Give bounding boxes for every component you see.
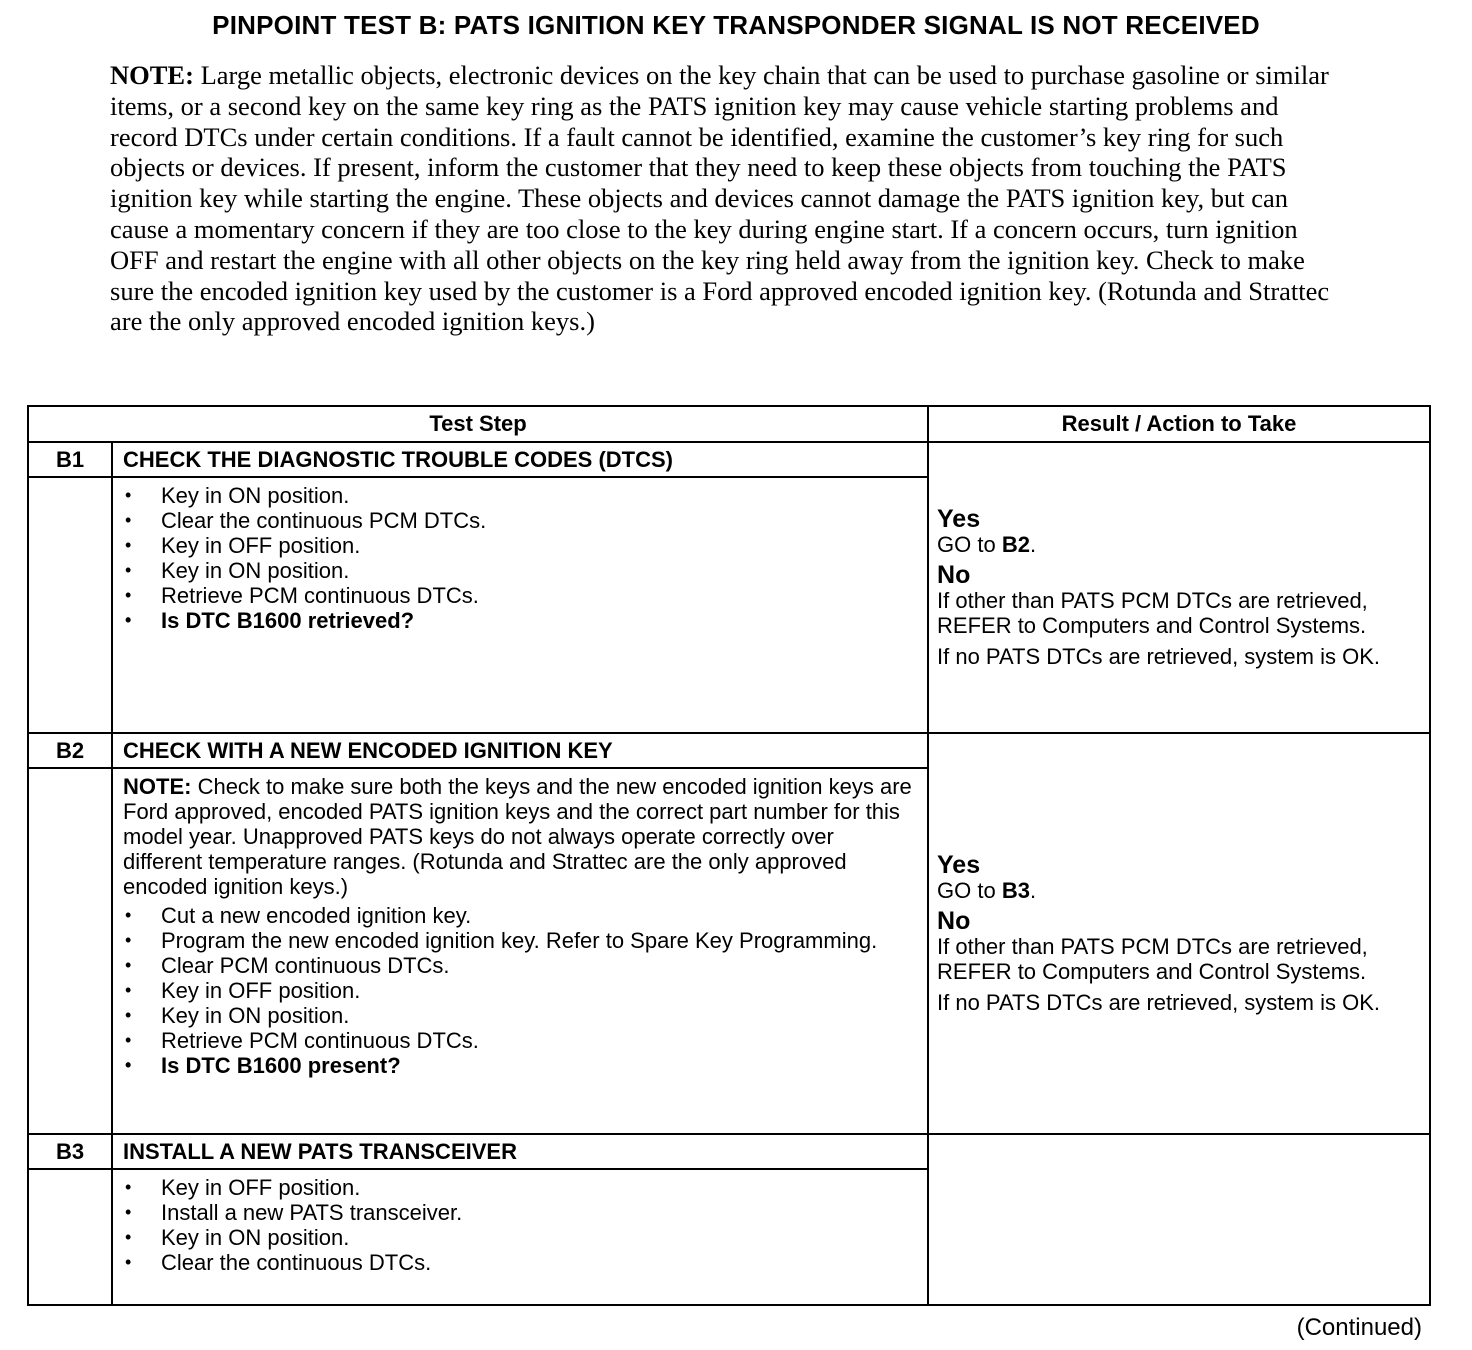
pinpoint-test-table [27,405,1431,1306]
step-b1-title-row [28,442,1430,477]
step-b1-bullets [123,483,917,633]
header-test-step: Test Step [28,406,928,442]
result-yes-text [937,532,1421,557]
list-item: • Key in ON position. [123,483,917,508]
step-b2-note-text: Check to make sure both the keys and the new encoded ignition keys are Ford approved, encoded PATS ignition keys and the correct part number for this model year. Unapproved PATS keys do not always operate correctly over different temperature ranges. (Rotunda and Strattec are the only approved encoded ignition keys.) [123,774,912,899]
step-b1-blank [28,477,112,733]
list-item: • Clear the continuous DTCs. [123,1250,917,1275]
step-b2-bullets [123,903,917,1078]
result-no-text-1: If other than PATS PCM DTCs are retrieved, REFER to Computers and Control Systems. [937,933,1368,984]
table-header-row [28,406,1430,442]
step-b2-id: B2 [28,733,112,768]
list-item: • Key in ON position. [123,1225,917,1250]
result-yes-label: Yes [937,850,981,879]
list-item: • Retrieve PCM continuous DTCs. [123,1028,917,1053]
list-item: • Key in OFF position. [123,533,917,558]
step-b3-title: INSTALL A NEW PATS TRANSCEIVER [112,1134,928,1169]
result-yes-text [937,878,1421,903]
step-b2-body [112,768,928,1134]
result-yes-goto: GO to [937,877,996,903]
page-title: PINPOINT TEST B: PATS IGNITION KEY TRANSPONDER SIGNAL IS NOT RECEIVED [212,10,1260,40]
list-item: • Key in ON position. [123,1003,917,1028]
intro-note-text: Large metallic objects, electronic devices on the key chain that can be used to purchase gasoline or similar items, or a second key on the same key ring as the PATS ignition key may cause vehicle starting problems and record DTCs under certain conditions. If a fault cannot be identified, examine the customer’s key ring for such objects or devices. If present, inform the customer that they need to keep these objects from touching the PATS ignition key while starting the engine. These objects and devices cannot damage the PATS ignition key, but can cause a momentary concern if they are too close to the key during engine start. If a concern occurs, turn ignition OFF and restart the engine with all other objects on the key ring held away from the ignition key. Check to make sure the encoded ignition key used by the customer is a Ford approved encoded ignition key. (Rotunda and Strattec are the only approved encoded ignition keys.) [110,60,1330,337]
result-yes-period: . [1029,877,1037,903]
list-item-question: • Is DTC B1600 present? [123,1053,917,1078]
result-yes-goto: GO to [937,531,996,557]
result-no-text-2: If no PATS DTCs are retrieved, system is OK. [937,643,1380,669]
result-yes-label: Yes [937,504,981,533]
step-b1-result [928,442,1430,733]
step-b3-result [928,1134,1430,1305]
result-no-text-2: If no PATS DTCs are retrieved, system is OK. [937,989,1380,1015]
list-item: • Key in OFF position. [123,978,917,1003]
step-b3-id: B3 [28,1134,112,1169]
step-b3-title-row [28,1134,1430,1169]
step-b1-title: CHECK THE DIAGNOSTIC TROUBLE CODES (DTCS) [112,442,928,477]
step-b2-title-row [28,733,1430,768]
step-b1-body [112,477,928,733]
step-b3-body [112,1169,928,1305]
result-yes-period: . [1029,531,1037,557]
list-item: • Clear PCM continuous DTCs. [123,953,917,978]
step-b2-note [123,774,917,899]
step-b2-blank [28,768,112,1134]
result-no-text-1: If other than PATS PCM DTCs are retrieved, REFER to Computers and Control Systems. [937,587,1368,638]
step-b2-title: CHECK WITH A NEW ENCODED IGNITION KEY [112,733,928,768]
result-no-label: No [937,906,971,935]
result-yes-target: B3 [1001,877,1030,903]
result-no-label: No [937,560,971,589]
header-result-action: Result / Action to Take [928,406,1430,442]
list-item-question: • Is DTC B1600 retrieved? [123,608,917,633]
step-b1-id: B1 [28,442,112,477]
step-b3-bullets [123,1175,917,1275]
list-item: • Cut a new encoded ignition key. [123,903,917,928]
list-item: • Key in ON position. [123,558,917,583]
result-yes-target: B2 [1001,531,1030,557]
list-item: • Program the new encoded ignition key. Refer to Spare Key Programming. [123,928,917,953]
list-item: • Retrieve PCM continuous DTCs. [123,583,917,608]
list-item: • Clear the continuous PCM DTCs. [123,508,917,533]
step-b2-note-label: NOTE: [123,774,192,799]
continued-label: (Continued) [1296,1314,1422,1341]
intro-note-label: NOTE: [110,60,194,90]
step-b2-result [928,733,1430,1134]
intro-note [110,60,1340,337]
list-item: • Install a new PATS transceiver. [123,1200,917,1225]
step-b3-blank [28,1169,112,1305]
list-item: • Key in OFF position. [123,1175,917,1200]
